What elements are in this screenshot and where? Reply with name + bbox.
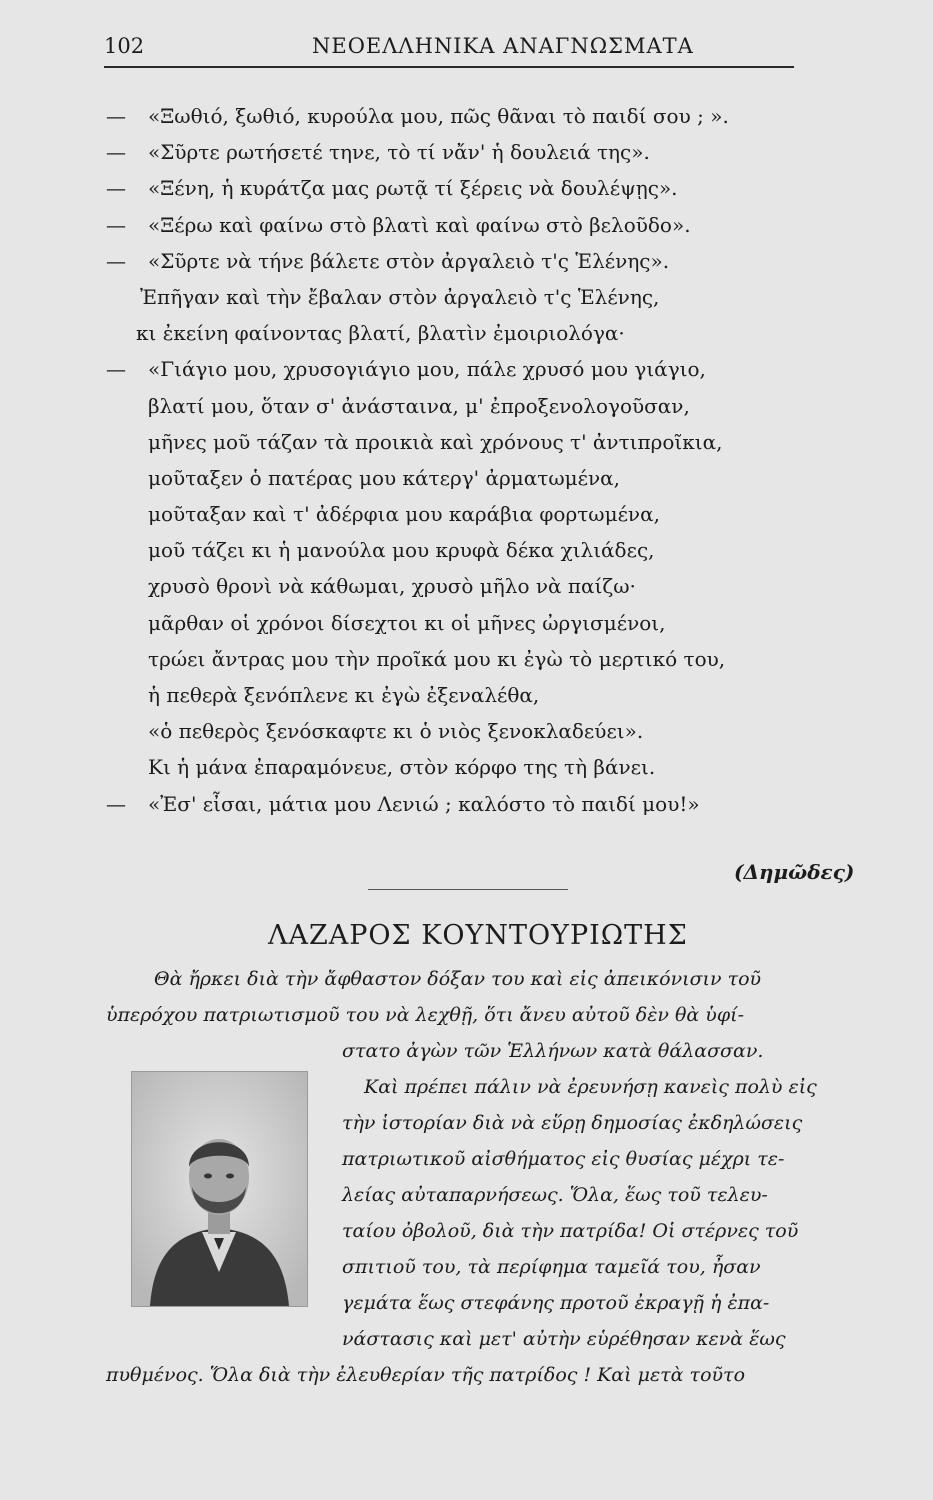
poem-line bbox=[106, 786, 896, 822]
prose-line: Καὶ πρέπει πάλιν νὰ ἐρευνήσῃ κανεὶς πολὺ εἰς bbox=[364, 1076, 817, 1098]
poem-line bbox=[106, 568, 896, 604]
prose-line: γεμάτα ἕως στεφάνης προτοῦ ἐκραγῇ ἡ ἐπα- bbox=[342, 1292, 770, 1314]
poem-line-text: «Ξένη, ἡ κυράτζα μας ρωτᾷ τί ξέρεις νὰ δουλέψῃς». bbox=[148, 176, 678, 201]
prose-line: νάστασις καὶ μετ' αὐτὴν εὑρέθησαν κενὰ ἕως bbox=[342, 1328, 786, 1350]
dialogue-dash: — bbox=[106, 248, 126, 273]
poem-line-text: «Γιάγιο μου, χρυσογιάγιο μου, πάλε χρυσό μου γιάγιο, bbox=[148, 357, 706, 382]
poem-line bbox=[106, 170, 896, 206]
poem-line-text: «Σῦρτε ρωτήσετέ τηνε, τὸ τί νἄν' ἡ δουλειά της». bbox=[148, 140, 650, 165]
poem bbox=[106, 98, 896, 822]
poem-source: (Δημῶδες) bbox=[734, 860, 855, 884]
section-title: ΛΑΖΑΡΟΣ ΚΟΥΝΤΟΥΡΙΩΤΗΣ bbox=[268, 920, 688, 951]
poem-line-text: μοῦταξαν καὶ τ' ἀδέρφια μου καράβια φορτωμένα, bbox=[148, 502, 660, 527]
prose-line: τὴν ἱστορίαν διὰ νὰ εὕρῃ δημοσίας ἐκδηλώσεις bbox=[342, 1112, 803, 1134]
poem-line bbox=[106, 460, 896, 496]
poem-line-text: μῆνες μοῦ τάζαν τὰ προικιὰ καὶ χρόνους τ' ἀντιπροῖκια, bbox=[148, 429, 723, 454]
poem-line-text: ἡ πεθερὰ ξενόπλενε κι ἐγὼ ἐξεναλέθα, bbox=[148, 683, 540, 707]
prose-line: πυθμένος. Ὅλα διὰ τὴν ἐλευθερίαν τῆς πατρίδος ! Καὶ μετὰ τοῦτο bbox=[106, 1364, 746, 1386]
poem-line bbox=[106, 388, 896, 424]
dialogue-dash: — bbox=[106, 176, 126, 201]
prose-line: λείας αὐταπαρνήσεως. Ὅλα, ἕως τοῦ τελευ- bbox=[342, 1184, 768, 1206]
poem-line bbox=[106, 351, 896, 387]
poem-line-text: «Ξέρω καὶ φαίνω στὸ βλατὶ καὶ φαίνω στὸ βελοῦδο». bbox=[148, 212, 691, 237]
header-rule bbox=[104, 66, 794, 68]
poem-line bbox=[106, 496, 896, 532]
poem-line bbox=[106, 641, 896, 677]
poem-line-text: Ἐπῆγαν καὶ τὴν ἔβαλαν στὸν ἀργαλειὸ τ'ς Ἑλένης, bbox=[140, 284, 660, 309]
poem-line-text: «Ἐσ' εἶσαι, μάτια μου Λενιώ ; καλόστο τὸ παιδί μου!» bbox=[148, 791, 700, 816]
poem-line-text: κι ἐκείνη φαίνοντας βλατί, βλατὶν ἐμοιριολόγα· bbox=[136, 321, 625, 346]
prose-line: στατο ἀγὼν τῶν Ἑλλήνων κατὰ θάλασσαν. bbox=[342, 1040, 764, 1062]
poem-line-text: «Σῦρτε νὰ τήνε βάλετε στὸν ἀργαλειὸ τ'ς Ἑλένης». bbox=[148, 248, 670, 273]
poem-line-text: Κι ἡ μάνα ἐπαραμόνευε, στὸν κόρφο της τὴ βάνει. bbox=[148, 755, 656, 780]
page-header bbox=[104, 30, 884, 68]
dialogue-dash: — bbox=[106, 212, 126, 237]
poem-line bbox=[106, 134, 896, 170]
prose-line: ὑπερόχου πατριωτισμοῦ του νὰ λεχθῇ, ὅτι ἄνευ αὐτοῦ δὲν θὰ ὑφί- bbox=[106, 1004, 745, 1026]
prose-line: Θὰ ἤρκει διὰ τὴν ἄφθαστον δόξαν του καὶ εἰς ἀπεικόνισιν τοῦ bbox=[154, 968, 762, 990]
dialogue-dash: — bbox=[106, 357, 126, 382]
poem-line-text: μοῦταξεν ὁ πατέρας μου κάτεργ' ἀρματωμένα, bbox=[148, 465, 621, 490]
poem-line-text: «Ξωθιό, ξωθιό, κυρούλα μου, πῶς θᾶναι τὸ παιδί σου ; ». bbox=[148, 104, 729, 128]
poem-line-text: μοῦ τάζει κι ἡ μανούλα μου κρυφὰ δέκα χιλιάδες, bbox=[148, 538, 655, 563]
page-number: 102 bbox=[104, 34, 145, 58]
poem-line bbox=[106, 677, 896, 713]
poem-line bbox=[106, 749, 896, 785]
poem-line-text: βλατί μου, ὅταν σ' ἀνάσταινα, μ' ἐπροξενολογοῦσαν, bbox=[148, 393, 690, 418]
poem-line-text: τρώει ἄντρας μου τὴν προῖκά μου κι ἐγὼ τὸ μερτικό του, bbox=[148, 646, 726, 671]
dialogue-dash: — bbox=[106, 791, 126, 816]
poem-line bbox=[106, 315, 896, 351]
prose-line: σπιτιοῦ του, τὰ περίφημα ταμεῖά του, ἦσαν bbox=[342, 1256, 761, 1278]
poem-line bbox=[106, 243, 896, 279]
portrait-illustration bbox=[132, 1072, 307, 1306]
prose-line: ταίου ὀβολοῦ, διὰ τὴν πατρίδα! Οἱ στέρνες τοῦ bbox=[342, 1220, 799, 1242]
poem-line bbox=[106, 424, 896, 460]
prose-line: πατριωτικοῦ αἰσθήματος εἰς θυσίας μέχρι τε- bbox=[342, 1148, 785, 1170]
poem-line bbox=[106, 207, 896, 243]
dialogue-dash: — bbox=[106, 140, 126, 165]
running-title: ΝΕΟΕΛΛΗΝΙΚΑ ΑΝΑΓΝΩΣΜΑΤΑ bbox=[312, 34, 694, 58]
dialogue-dash: — bbox=[106, 104, 126, 128]
poem-line bbox=[106, 605, 896, 641]
poem-line bbox=[106, 98, 896, 134]
poem-line-text: χρυσὸ θρονὶ νὰ κάθωμαι, χρυσὸ μῆλο νὰ παίζω· bbox=[148, 574, 636, 599]
poem-line bbox=[106, 713, 896, 749]
poem-line bbox=[106, 279, 896, 315]
section-divider bbox=[368, 889, 568, 890]
poem-line-text: μᾶρθαν οἱ χρόνοι δίσεχτοι κι οἱ μῆνες ὠργισμένοι, bbox=[148, 610, 666, 635]
poem-line-text: «ὁ πεθερὸς ξενόσκαφτε κι ὁ νιὸς ξενοκλαδεύει». bbox=[148, 719, 644, 744]
poem-line bbox=[106, 532, 896, 568]
portrait-photo bbox=[131, 1071, 308, 1307]
